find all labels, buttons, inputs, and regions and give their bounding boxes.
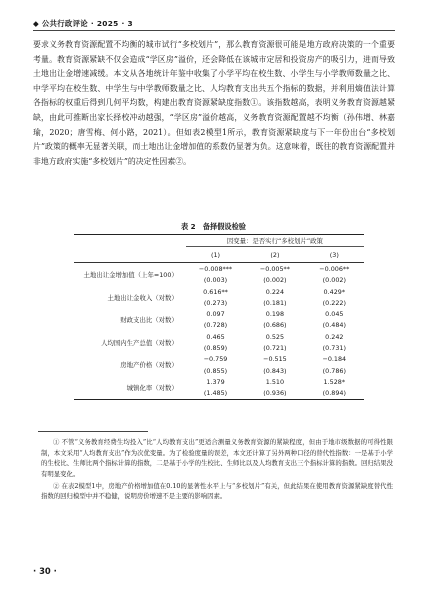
coefficient-cell: 1.379	[206, 377, 225, 386]
table-row	[74, 376, 364, 387]
standard-error-cell: (0.859)	[203, 344, 228, 353]
row-label: 财政支出比（对数）	[120, 316, 178, 325]
table-corner	[74, 247, 186, 263]
standard-error-cell: (0.003)	[203, 276, 228, 285]
regression-table	[74, 234, 364, 400]
table-row	[74, 286, 364, 297]
header-rule	[33, 30, 395, 31]
standard-error-cell: (0.855)	[203, 366, 228, 375]
standard-error-cell: (0.843)	[263, 366, 287, 375]
standard-error-cell: (0.181)	[263, 298, 287, 307]
standard-error-cell: (0.002)	[322, 276, 346, 285]
standard-error-cell: (0.786)	[322, 366, 346, 375]
row-label: 城镇化率（对数）	[74, 376, 186, 399]
body-text	[33, 38, 395, 169]
standard-error-cell: (0.686)	[263, 321, 287, 330]
table-corner	[74, 235, 186, 247]
coefficient-cell: 0.616**	[203, 287, 228, 296]
coefficient-cell: 0.525	[265, 332, 285, 341]
footnote: ② 在表2模型1中，房地产价格增加值在0.10的显著性水平上与“多校划片”有关，但此结果在使用教育资源紧缺度替代性指数的回归模型中并不稳健，说明房价增速不是主要的影响因素。	[41, 481, 393, 501]
coefficient-cell: 0.242	[325, 332, 344, 341]
table-row	[74, 263, 364, 275]
standard-error-cell: (0.484)	[322, 321, 346, 330]
coefficient-cell: 0.198	[265, 310, 285, 319]
footnote-rule	[38, 431, 148, 432]
page-number: · 30 ·	[33, 566, 57, 576]
standard-error-cell: (0.273)	[203, 298, 228, 307]
standard-error-cell: (0.721)	[263, 344, 287, 353]
coefficient-cell: 0.465	[206, 332, 225, 341]
footnote: ① 不管“义务教育经费生均投入”比“人均教育支出”更适合测量义务教育资源的紧缺程度，但由于地市级数据的可得性限制，本文采用“人均教育支出”作为次优变量。为了检验度量的误差，本文还计算了另外两种口径的替代性指数：一是基于小学的生校比、生师比两个指标计算的指数，二是基于小学的生校比、生师比以及人均教育支出三个指标计算的指数。回归结果没有明显变化。	[41, 438, 393, 478]
column-header: (3)	[305, 247, 364, 263]
standard-error-cell: (0.894)	[305, 388, 364, 400]
coefficient-cell: −0.008***	[198, 264, 233, 273]
coefficient-cell: −0.006**	[319, 264, 350, 273]
table-row	[74, 331, 364, 342]
standard-error-cell: (1.485)	[186, 388, 245, 400]
column-header: (1)	[186, 247, 245, 263]
dependent-variable-header: 因变量：是否实行“多校划片”政策	[186, 235, 364, 247]
coefficient-cell: −0.759	[203, 355, 228, 364]
row-label: 人均国内生产总值（对数）	[101, 338, 178, 347]
coefficient-cell: 1.510	[265, 377, 285, 386]
standard-error-cell: (0.222)	[322, 298, 346, 307]
running-header: ◆ 公共行政评论 · 2025 · 3	[33, 19, 133, 28]
row-label: 房地产价格（对数）	[120, 361, 178, 370]
coefficient-cell: 0.429*	[323, 287, 346, 296]
table-title: 表 2 备择假设检验	[180, 222, 246, 231]
body-paragraph: 要求义务教育资源配置不均衡的城市试行“多校划片”，那么教育资源很可能是地方政府决策的一个重要考量。教育资源紧缺不仅会造成“学区房”溢价，还会降低在该城市定居和投资房产的吸引力，进而导致土地出让金增速减缓。本文从各地统计年鉴中收集了小学平均在校生数、小学生与小学教师数量之比、中学平均在校生数、中学生与中学教师数量之比、人均教育支出共五个指标的数据，并利用熵值法计算各指标的权重后得到几何平均数，构建出教育资源紧缺度指数①。该指数越高，表明义务教育资源越紧缺，由此可推断出家长择校冲动越强，“学区房”溢价越高，义务教育资源配置越不均衡（孙伟增、林嘉瑜，2020；唐雪梅、何小路，2021）。但如表2模型1所示，教育资源紧缺度与下一年份出台“多校划片”政策的概率无显著关联，而土地出让金增加值的系数仍显著为负。这意味着，既往的教育资源配置并非地方政府实施“多校划片”的决定性因素②。	[33, 40, 395, 166]
coefficient-cell: 1.528*	[323, 377, 346, 386]
column-header: (2)	[245, 247, 304, 263]
standard-error-cell: (0.936)	[245, 388, 304, 400]
row-label: 土地出让金增加值（上年=100）	[83, 271, 178, 280]
footnotes	[41, 437, 393, 504]
coefficient-cell: −0.005**	[259, 264, 290, 273]
coefficient-cell: 0.224	[265, 287, 285, 296]
table-row	[74, 308, 364, 319]
row-label: 土地出让金收入（对数）	[107, 293, 178, 302]
coefficient-cell: −0.515	[263, 355, 287, 364]
table-row	[74, 354, 364, 365]
coefficient-cell: −0.184	[322, 355, 347, 364]
standard-error-cell: (0.002)	[263, 276, 287, 285]
coefficient-cell: 0.045	[325, 310, 344, 319]
standard-error-cell: (0.728)	[203, 321, 228, 330]
coefficient-cell: 0.097	[206, 310, 225, 319]
standard-error-cell: (0.731)	[322, 344, 346, 353]
